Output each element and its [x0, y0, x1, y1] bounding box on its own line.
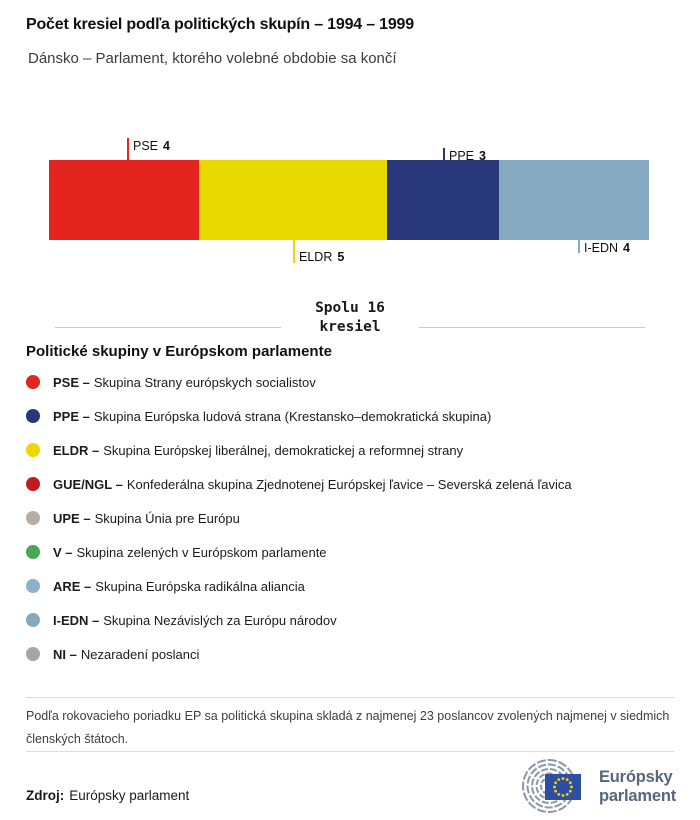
legend-item-v	[26, 535, 676, 569]
source-value: Európsky parlament	[69, 788, 190, 803]
bar-segment-eldr	[199, 160, 387, 240]
legend-item-upe	[26, 501, 676, 535]
legend-name: Konfederálna skupina Zjednotenej Európskej ľavice – Severská zelená ľavica	[126, 476, 572, 492]
footnote-text: Podľa rokovacieho poriadku EP sa politická skupina skladá z najmenej 23 poslancov zvolených najmenej v siedmich členských štátoch.	[26, 709, 670, 746]
legend-abbr: GUE/NGL –	[53, 476, 123, 492]
legend-item-ni	[26, 637, 676, 671]
legend-dot-gue-ngl	[26, 477, 40, 491]
tick-iedn	[578, 240, 580, 253]
legend-name: Skupina Európska radikálna aliancia	[95, 578, 305, 594]
legend-list	[26, 365, 676, 671]
tick-pse	[127, 138, 129, 160]
legend-abbr: I-EDN –	[53, 612, 100, 628]
divider-top	[26, 697, 674, 698]
bar-label-pse-seats: 4	[163, 139, 170, 153]
bar-label-pse-group: PSE	[133, 139, 159, 153]
page-subtitle: Dánsko – Parlament, ktorého volebné obdobie sa končí	[28, 50, 397, 67]
legend-abbr: ARE –	[53, 578, 92, 594]
legend-abbr: PSE –	[53, 374, 90, 390]
legend-name: Nezaradení poslanci	[80, 646, 200, 662]
source-line	[26, 788, 189, 803]
total-seats-line2: kresiel	[319, 319, 381, 335]
bar-label-eldr-seats: 5	[337, 250, 345, 264]
legend-name: Skupina Strany európskych socialistov	[93, 374, 316, 390]
legend-abbr: ELDR –	[53, 442, 100, 458]
ep-hemicycle-icon	[519, 758, 591, 816]
legend-name: Skupina Únia pre Európu	[94, 510, 240, 526]
bar-label-iedn-group: I-EDN	[584, 241, 619, 255]
tick-eldr	[293, 240, 295, 263]
tick-ppe	[443, 148, 445, 160]
legend-item-are	[26, 569, 676, 603]
legend-dot-ppe	[26, 409, 40, 423]
legend-name: Skupina Nezávislých za Európu národov	[103, 612, 337, 628]
legend-abbr: UPE –	[53, 510, 91, 526]
legend-name: Skupina zelených v Európskom parlamente	[76, 544, 327, 560]
legend-name: Skupina Európska ludová strana (Krestansko–demokratická skupina)	[93, 408, 492, 424]
ep-logo-text	[599, 768, 676, 806]
legend-item-gue-ngl	[26, 467, 676, 501]
legend-dot-v	[26, 545, 40, 559]
page-title: Počet kresiel podľa politických skupín – 1994 – 1999	[26, 16, 414, 33]
bar-label-eldr-group: ELDR	[299, 250, 333, 264]
bar-segment-iedn	[499, 160, 649, 240]
legend-dot-are	[26, 579, 40, 593]
legend-item-eldr	[26, 433, 676, 467]
bar-segment-pse	[49, 160, 199, 240]
divider-line-right	[419, 327, 645, 328]
legend-abbr: V –	[53, 544, 73, 560]
legend-item-iedn	[26, 603, 676, 637]
legend-dot-eldr	[26, 443, 40, 457]
bar-segment-ppe	[387, 160, 500, 240]
bar-label-iedn	[584, 241, 630, 255]
legend-item-ppe	[26, 399, 676, 433]
legend-dot-pse	[26, 375, 40, 389]
european-parliament-logo	[519, 758, 676, 816]
bar-label-pse	[133, 139, 170, 153]
legend-dot-ni	[26, 647, 40, 661]
legend-item-pse	[26, 365, 676, 399]
legend-dot-iedn	[26, 613, 40, 627]
bar-label-ppe-seats: 3	[479, 149, 486, 163]
divider-line-left	[55, 327, 281, 328]
bar-label-eldr	[299, 250, 344, 264]
bar-label-iedn-seats: 4	[623, 241, 630, 255]
ep-logo-line1: Európsky	[598, 768, 673, 787]
bar-label-ppe	[449, 149, 486, 163]
legend-heading: Politické skupiny v Európskom parlamente	[26, 343, 332, 360]
legend-abbr: NI –	[53, 646, 77, 662]
ep-logo-line2: parlament	[598, 787, 676, 805]
legend-name: Skupina Európskej liberálnej, demokratickej a reformnej strany	[103, 442, 464, 458]
total-seats-line1: Spolu 16	[315, 300, 385, 316]
total-seats-divider	[55, 299, 645, 337]
total-seats-label	[315, 299, 385, 337]
divider-bottom	[26, 751, 674, 752]
legend-abbr: PPE –	[53, 408, 90, 424]
bar-label-ppe-group: PPE	[449, 149, 475, 163]
source-label: Zdroj:	[26, 788, 65, 803]
stacked-bar	[49, 160, 649, 240]
legend-dot-upe	[26, 511, 40, 525]
